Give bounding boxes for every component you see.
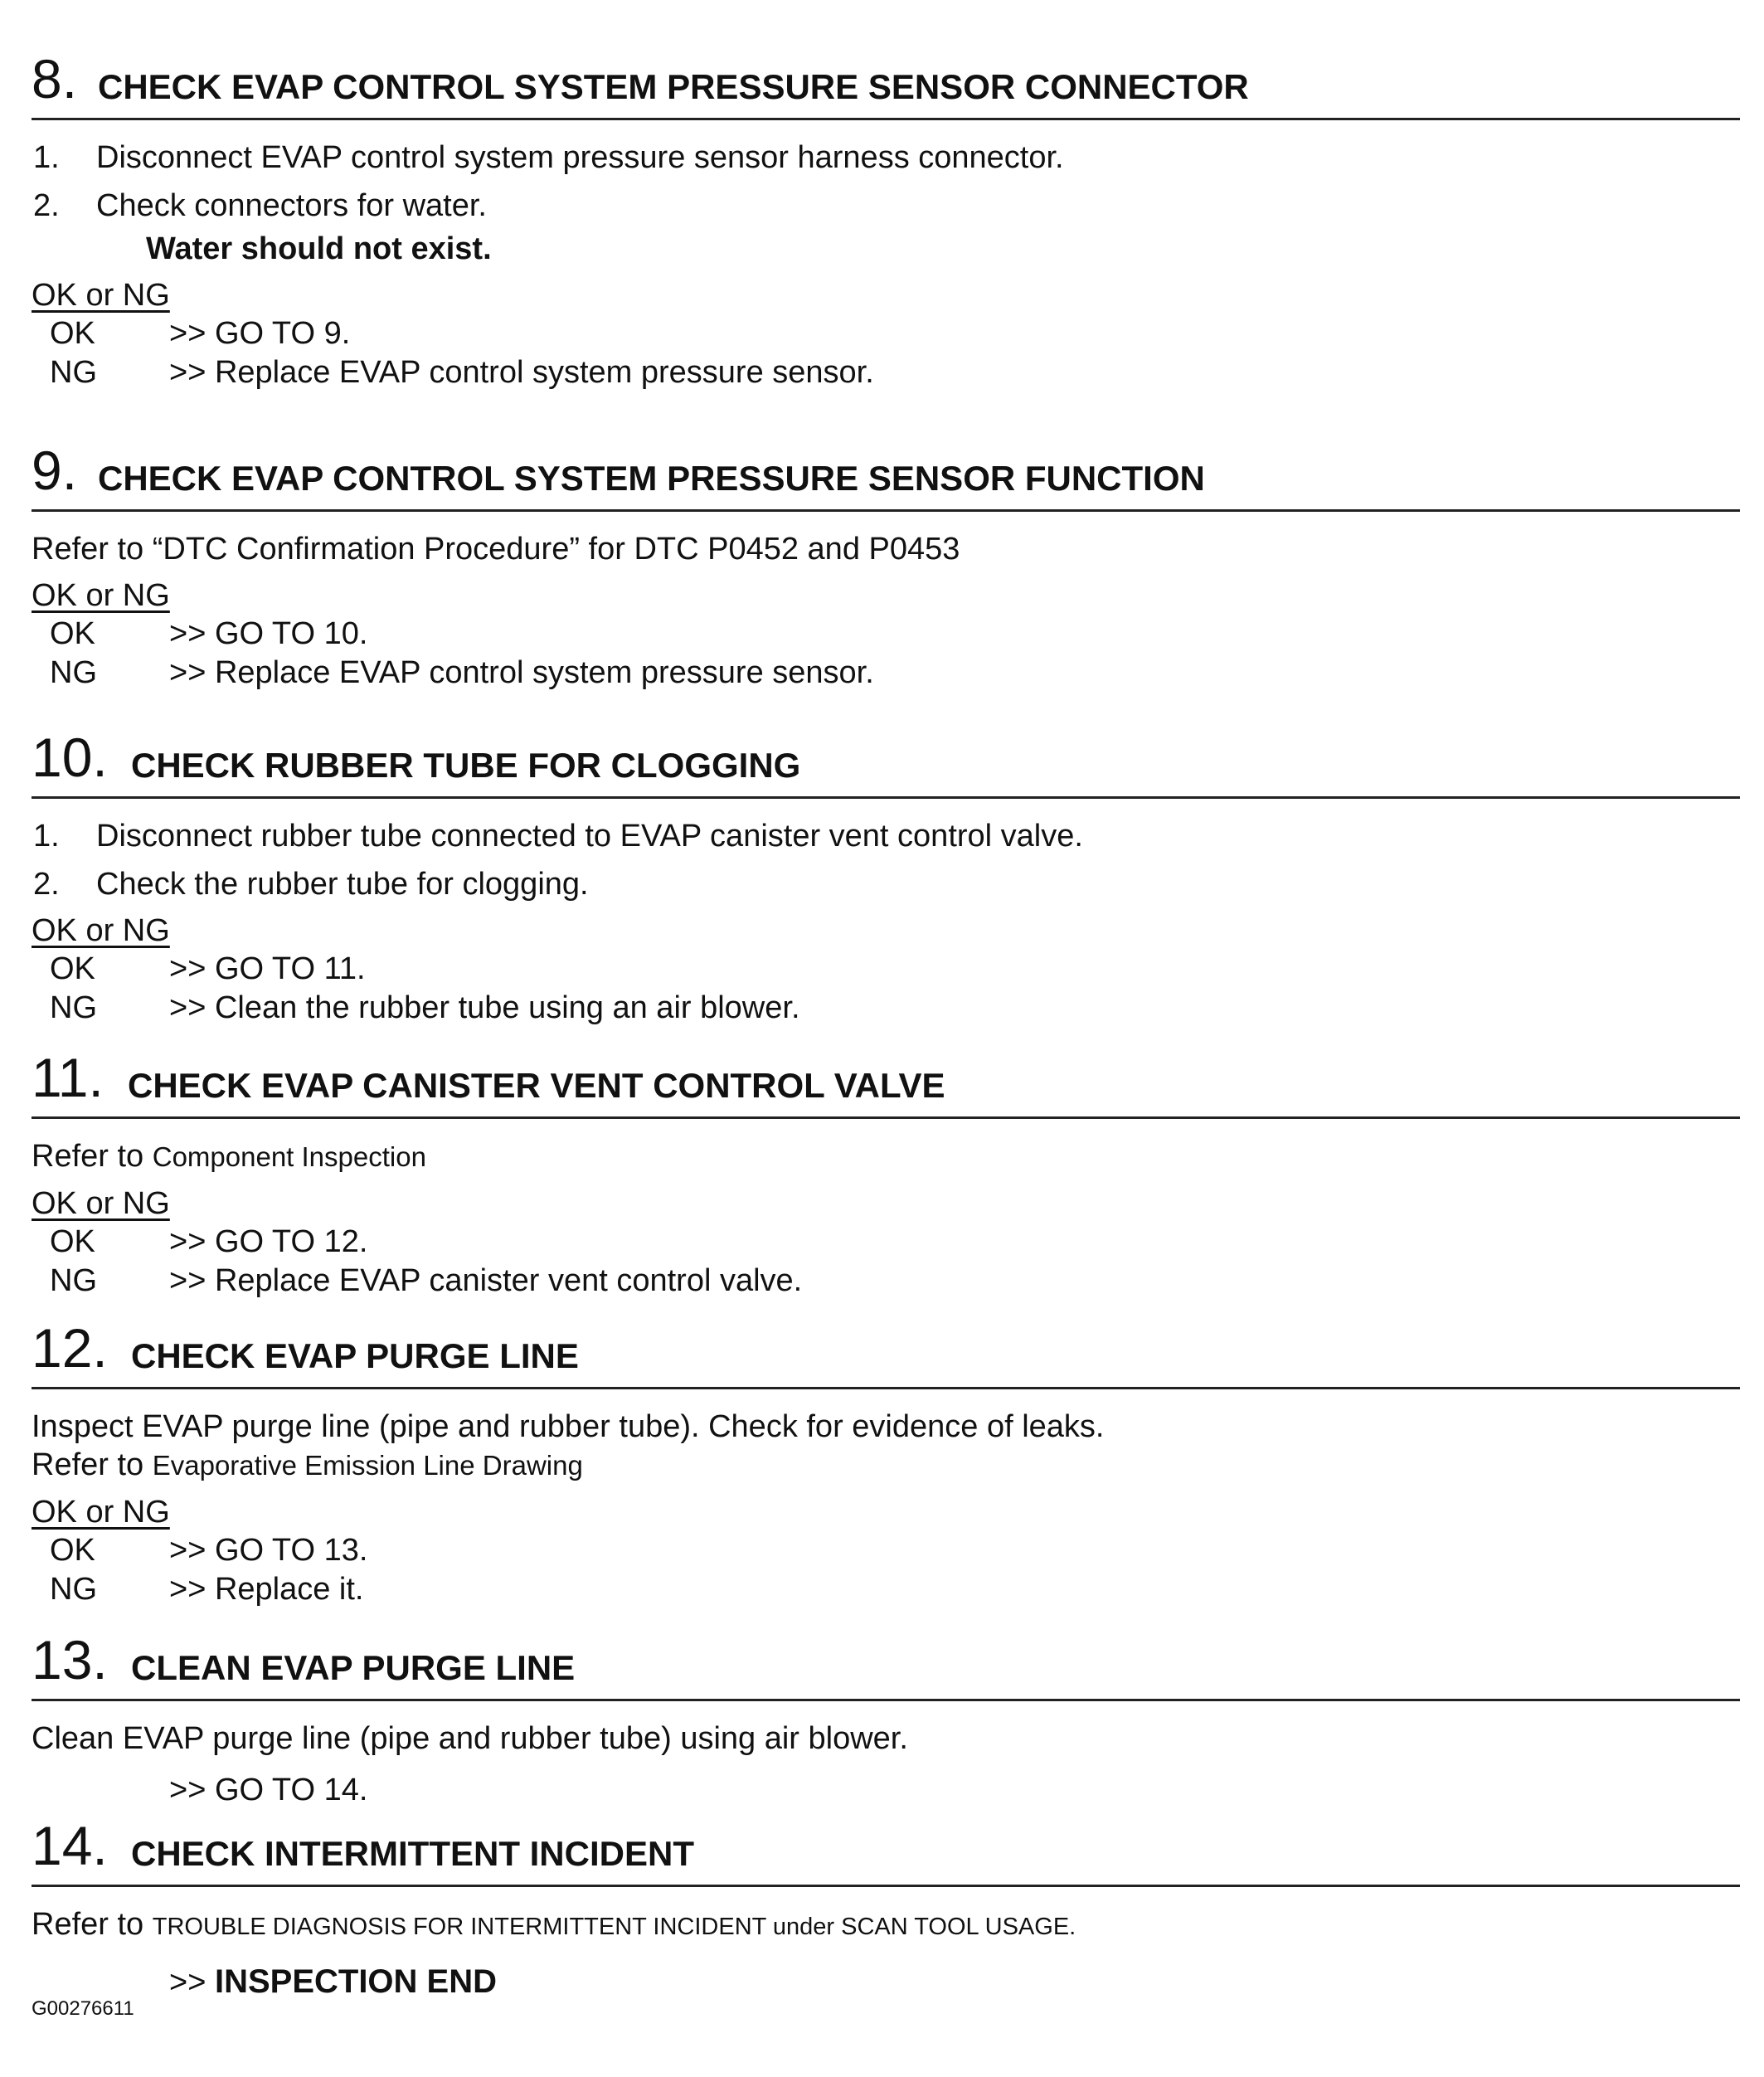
step-11 bbox=[32, 1047, 1740, 1301]
step-number: 9. bbox=[32, 440, 78, 501]
step-number: 12. bbox=[32, 1317, 108, 1379]
ok-result: OK >> GO TO 12. bbox=[50, 1224, 368, 1259]
step-13-header bbox=[32, 1629, 1740, 1690]
reference-link[interactable]: Component Inspection bbox=[152, 1141, 426, 1172]
step-text: Refer to Component Inspection bbox=[32, 1139, 426, 1174]
step-title: CHECK EVAP CONTROL SYSTEM PRESSURE SENSOR CONNECTOR bbox=[98, 67, 1249, 106]
divider bbox=[32, 1116, 1740, 1119]
ng-result: NG >> Clean the rubber tube using an air blower. bbox=[50, 990, 800, 1025]
step-14 bbox=[32, 1815, 1740, 2002]
step-title: CHECK EVAP CONTROL SYSTEM PRESSURE SENSOR FUNCTION bbox=[98, 459, 1205, 498]
step-title: CHECK RUBBER TUBE FOR CLOGGING bbox=[131, 746, 801, 785]
ok-or-ng-label: OK or NG bbox=[32, 278, 170, 313]
list-item: 1. Disconnect rubber tube connected to EVAP canister vent control valve. bbox=[33, 819, 1083, 854]
divider bbox=[32, 509, 1740, 512]
ok-result: OK >> GO TO 11. bbox=[50, 951, 366, 986]
step-text: Inspect EVAP purge line (pipe and rubber tube). Check for evidence of leaks. bbox=[32, 1409, 1105, 1444]
divider bbox=[32, 1387, 1740, 1389]
ng-result: NG >> Replace EVAP control system pressure sensor. bbox=[50, 355, 874, 390]
ok-or-ng-label: OK or NG bbox=[32, 913, 170, 948]
ng-result: NG >> Replace EVAP control system pressure sensor. bbox=[50, 655, 874, 690]
step-title: CHECK EVAP CANISTER VENT CONTROL VALVE bbox=[128, 1066, 945, 1105]
inspection-end: >> INSPECTION END bbox=[169, 1963, 497, 2000]
list-item: 2. Check the rubber tube for clogging. bbox=[33, 867, 589, 902]
ok-or-ng-label: OK or NG bbox=[32, 1186, 170, 1221]
step-number: 11. bbox=[32, 1047, 104, 1108]
step-12-header bbox=[32, 1317, 1740, 1379]
step-8-header bbox=[32, 48, 1740, 109]
step-8 bbox=[32, 48, 1740, 392]
ng-result: NG >> Replace EVAP canister vent control valve. bbox=[50, 1263, 803, 1298]
ok-result: OK >> GO TO 13. bbox=[50, 1533, 368, 1568]
divider bbox=[32, 796, 1740, 799]
step-number: 8. bbox=[32, 48, 78, 109]
ok-or-ng-label: OK or NG bbox=[32, 578, 170, 613]
ng-result: NG >> Replace it. bbox=[50, 1572, 364, 1607]
ok-result: OK >> GO TO 9. bbox=[50, 316, 351, 351]
step-title: CHECK EVAP PURGE LINE bbox=[131, 1336, 579, 1375]
step-number: 10. bbox=[32, 727, 108, 788]
figure-id: G00276611 bbox=[32, 1997, 134, 2020]
step-10-header bbox=[32, 727, 1740, 788]
step-12 bbox=[32, 1317, 1740, 1609]
step-text: Refer to TROUBLE DIAGNOSIS FOR INTERMITTENT INCIDENT under SCAN TOOL USAGE. bbox=[32, 1907, 1076, 1942]
list-item: 1. Disconnect EVAP control system pressure sensor harness connector. bbox=[33, 140, 1064, 175]
step-9-header bbox=[32, 440, 1740, 501]
step-number: 13. bbox=[32, 1629, 108, 1690]
note: Water should not exist. bbox=[146, 231, 492, 266]
divider bbox=[32, 118, 1740, 120]
step-13 bbox=[32, 1629, 1740, 1809]
step-number: 14. bbox=[32, 1815, 108, 1876]
step-title: CHECK INTERMITTENT INCIDENT bbox=[131, 1834, 694, 1873]
next-step: >> GO TO 14. bbox=[169, 1773, 368, 1807]
step-10 bbox=[32, 727, 1740, 1028]
reference-link[interactable]: Evaporative Emission Line Drawing bbox=[152, 1450, 583, 1481]
step-text: Clean EVAP purge line (pipe and rubber tube) using air blower. bbox=[32, 1721, 908, 1756]
step-title: CLEAN EVAP PURGE LINE bbox=[131, 1648, 576, 1687]
divider bbox=[32, 1885, 1740, 1887]
ok-or-ng-label: OK or NG bbox=[32, 1495, 170, 1530]
step-9 bbox=[32, 440, 1740, 693]
divider bbox=[32, 1699, 1740, 1701]
step-text: Refer to “DTC Confirmation Procedure” for DTC P0452 and P0453 bbox=[32, 532, 960, 567]
ok-result: OK >> GO TO 10. bbox=[50, 616, 368, 651]
list-item: 2. Check connectors for water. bbox=[33, 188, 487, 223]
step-11-header bbox=[32, 1047, 1740, 1108]
step-14-header bbox=[32, 1815, 1740, 1876]
step-text-2: Refer to Evaporative Emission Line Drawing bbox=[32, 1447, 583, 1482]
reference-link[interactable]: TROUBLE DIAGNOSIS FOR INTERMITTENT INCIDENT under SCAN TOOL USAGE. bbox=[152, 1914, 1076, 1940]
